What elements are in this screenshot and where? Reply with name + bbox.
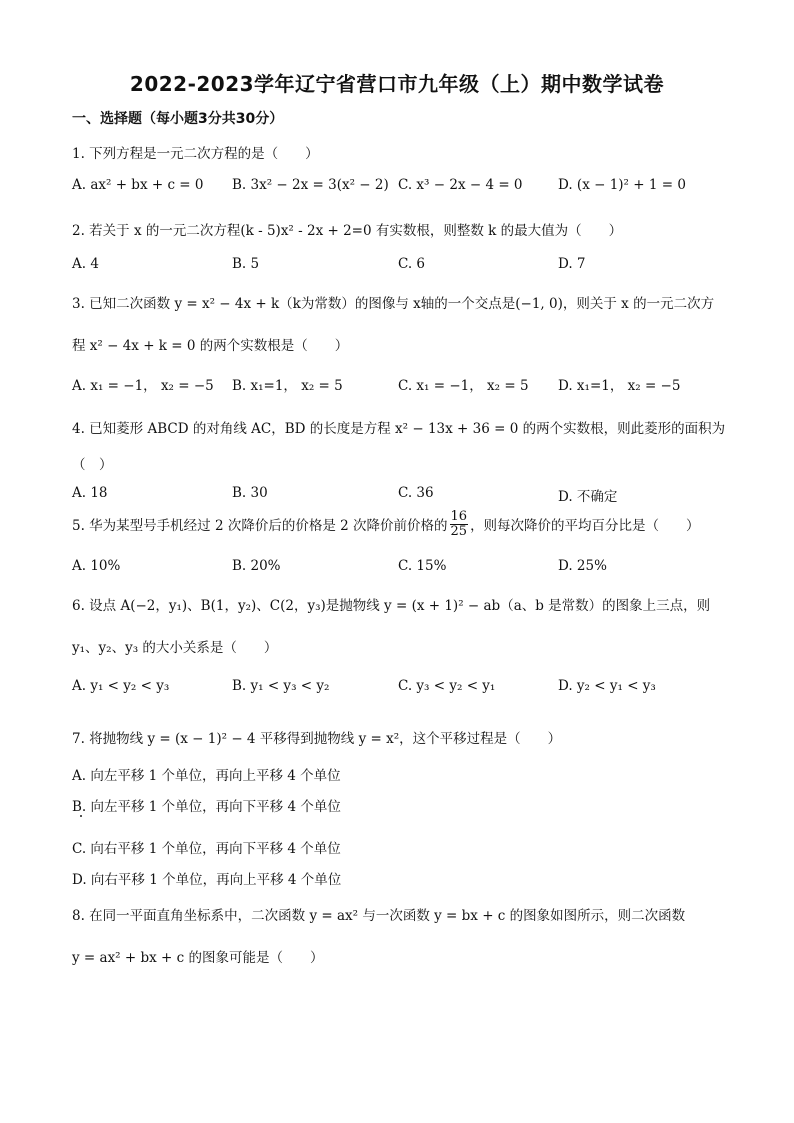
question-3-option-b: B. x₁=1， x₂ = 5 [232, 378, 343, 394]
question-2-option-a: A. 4 [72, 256, 99, 272]
fraction-denominator: 25 [450, 523, 468, 539]
question-4-option-d: D. 不确定 [558, 489, 618, 505]
question-4-option-b: B. 30 [232, 485, 268, 501]
question-4-stem-line-1: 4. 已知菱形 ABCD 的对角线 AC，BD 的长度是方程 x² − 13x + 36 = 0 的两个实数根，则此菱形的面积为 [72, 421, 726, 437]
question-1-option-a: A. ax² + bx + c = 0 [72, 177, 204, 193]
question-3-option-d: D. x₁=1， x₂ = −5 [558, 378, 681, 394]
question-2-stem: 2. 若关于 x 的一元二次方程(k - 5)x² - 2x + 2=0 有实数根，则整数 k 的最大值为（ ） [72, 223, 623, 239]
stray-dot [80, 815, 82, 817]
question-5-option-a: A. 10% [72, 558, 121, 574]
question-1-option-d: D. (x − 1)² + 1 = 0 [558, 177, 686, 193]
fraction-numerator: 16 [450, 509, 468, 524]
question-6-stem-line-1: 6. 设点 A(−2，y₁)、B(1，y₂)、C(2，y₃)是抛物线 y = (x + 1)² − ab（a、b 是常数）的图象上三点，则 [72, 598, 711, 614]
question-4-option-c: C. 36 [398, 485, 434, 501]
question-4-stem-line-2: （ ） [72, 457, 113, 473]
question-1-stem: 1. 下列方程是一元二次方程的是（ ） [72, 146, 319, 162]
question-6-stem-line-2: y₁、y₂、y₃ 的大小关系是（ ） [72, 640, 278, 656]
question-5-option-d: D. 25% [558, 558, 607, 574]
question-6-option-a: A. y₁ < y₂ < y₃ [72, 678, 170, 694]
page-title: 2022-2023学年辽宁省营口市九年级（上）期中数学试卷 [129, 72, 665, 96]
question-7-option-a: A. 向左平移 1 个单位，再向上平移 4 个单位 [72, 768, 341, 784]
question-7-option-c: C. 向右平移 1 个单位，再向下平移 4 个单位 [72, 841, 341, 857]
question-1-option-c: C. x³ − 2x − 4 = 0 [398, 177, 523, 193]
question-2-option-c: C. 6 [398, 256, 426, 272]
fraction [450, 510, 469, 538]
question-8-stem-line-1: 8. 在同一平面直角坐标系中，二次函数 y = ax² 与一次函数 y = bx + c 的图象如图所示，则二次函数 [72, 908, 686, 924]
question-1-option-b: B. 3x² − 2x = 3(x² − 2) [232, 177, 389, 193]
question-3-stem-line-1: 3. 已知二次函数 y = x² − 4x + k（k为常数）的图像与 x轴的一个交点是(−1, 0)，则关于 x 的一元二次方 [72, 296, 715, 312]
question-5-stem [72, 510, 700, 538]
question-7-option-b: B. 向左平移 1 个单位，再向下平移 4 个单位 [72, 799, 341, 815]
question-2-option-b: B. 5 [232, 256, 260, 272]
question-6-option-c: C. y₃ < y₂ < y₁ [398, 678, 496, 694]
question-5-stem-tail: ，则每次降价的平均百分比是（ ） [470, 518, 700, 535]
question-5-stem-text: 5. 华为某型号手机经过 2 次降价后的价格是 2 次降价前价格的 [72, 518, 448, 535]
question-6-option-d: D. y₂ < y₁ < y₃ [558, 678, 656, 694]
question-8-stem-line-2: y = ax² + bx + c 的图象可能是（ ） [72, 950, 324, 966]
question-4-option-a: A. 18 [72, 485, 108, 501]
question-3-option-c: C. x₁ = −1， x₂ = 5 [398, 378, 529, 394]
question-5-option-c: C. 15% [398, 558, 447, 574]
question-5-option-b: B. 20% [232, 558, 281, 574]
question-6-option-b: B. y₁ < y₃ < y₂ [232, 678, 330, 694]
question-3-stem-line-2: 程 x² − 4x + k = 0 的两个实数根是（ ） [72, 338, 349, 354]
question-2-option-d: D. 7 [558, 256, 586, 272]
question-7-stem: 7. 将抛物线 y = (x − 1)² − 4 平移得到抛物线 y = x²，这个平移过程是（ ） [72, 731, 562, 747]
section-heading: 一、选择题（每小题3分共30分） [72, 111, 284, 127]
question-7-option-d: D. 向右平移 1 个单位，再向上平移 4 个单位 [72, 872, 342, 888]
question-3-option-a: A. x₁ = −1， x₂ = −5 [72, 378, 214, 394]
